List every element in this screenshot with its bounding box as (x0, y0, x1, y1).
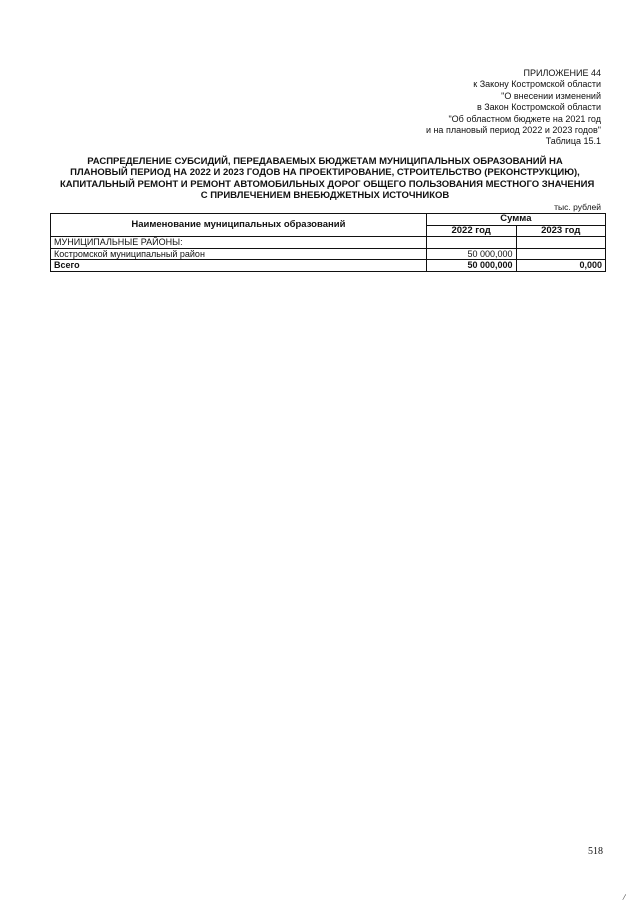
table-row (51, 237, 606, 249)
row-name: Костромской муниципальный район (51, 248, 427, 260)
units-label: тыс. рублей (554, 202, 601, 212)
title-line: РАСПРЕДЕЛЕНИЕ СУБСИДИЙ, ПЕРЕДАВАЕМЫХ БЮДЖЕТАМ МУНИЦИПАЛЬНЫХ ОБРАЗОВАНИЙ НА (87, 156, 563, 167)
row-value-2023 (516, 248, 606, 260)
row-value-2022: 50 000,000 (426, 248, 516, 260)
row-name: МУНИЦИПАЛЬНЫЕ РАЙОНЫ: (51, 237, 427, 249)
header-name: Наименование муниципальных образований (51, 214, 427, 237)
table-number: Таблица 15.1 (545, 136, 601, 147)
title-line: КАПИТАЛЬНЫЙ РЕМОНТ И РЕМОНТ АВТОМОБИЛЬНЫХ ДОРОГ ОБЩЕГО ПОЛЬЗОВАНИЯ МЕСТНОГО ЗНАЧЕНИЯ (60, 178, 595, 190)
table-header-row (51, 214, 606, 226)
subsidy-table (50, 213, 606, 272)
corner-mark: / (622, 891, 627, 903)
document-title (60, 156, 595, 201)
table-row (51, 248, 606, 260)
appendix-line: ПРИЛОЖЕНИЕ 44 (523, 68, 601, 78)
row-value-2023: 0,000 (516, 260, 606, 272)
header-sum: Сумма (426, 214, 605, 226)
table-row-total (51, 260, 606, 272)
page-number: 518 (588, 846, 603, 857)
row-value-2023 (516, 237, 606, 249)
appendix-line: к Закону Костромской области (473, 79, 601, 90)
appendix-line: "Об областном бюджете на 2021 год (448, 113, 601, 124)
title-line: ПЛАНОВЫЙ ПЕРИОД НА 2022 И 2023 ГОДОВ НА ПРОЕКТИРОВАНИЕ, СТРОИТЕЛЬСТВО (РЕКОНСТРУКЦИЮ), (70, 167, 580, 179)
row-value-2022: 50 000,000 (426, 260, 516, 272)
header-year-2023: 2023 год (516, 225, 606, 237)
appendix-line: в Закон Костромской области (476, 102, 601, 113)
row-value-2022 (426, 237, 516, 249)
appendix-header (301, 68, 601, 148)
row-name: Всего (51, 260, 427, 272)
appendix-line: "О внесении изменений (501, 90, 601, 101)
appendix-line: и на плановый период 2022 и 2023 годов" (425, 125, 601, 136)
header-year-2022: 2022 год (426, 225, 516, 237)
title-line: С ПРИВЛЕЧЕНИЕМ ВНЕБЮДЖЕТНЫХ ИСТОЧНИКОВ (200, 189, 450, 201)
